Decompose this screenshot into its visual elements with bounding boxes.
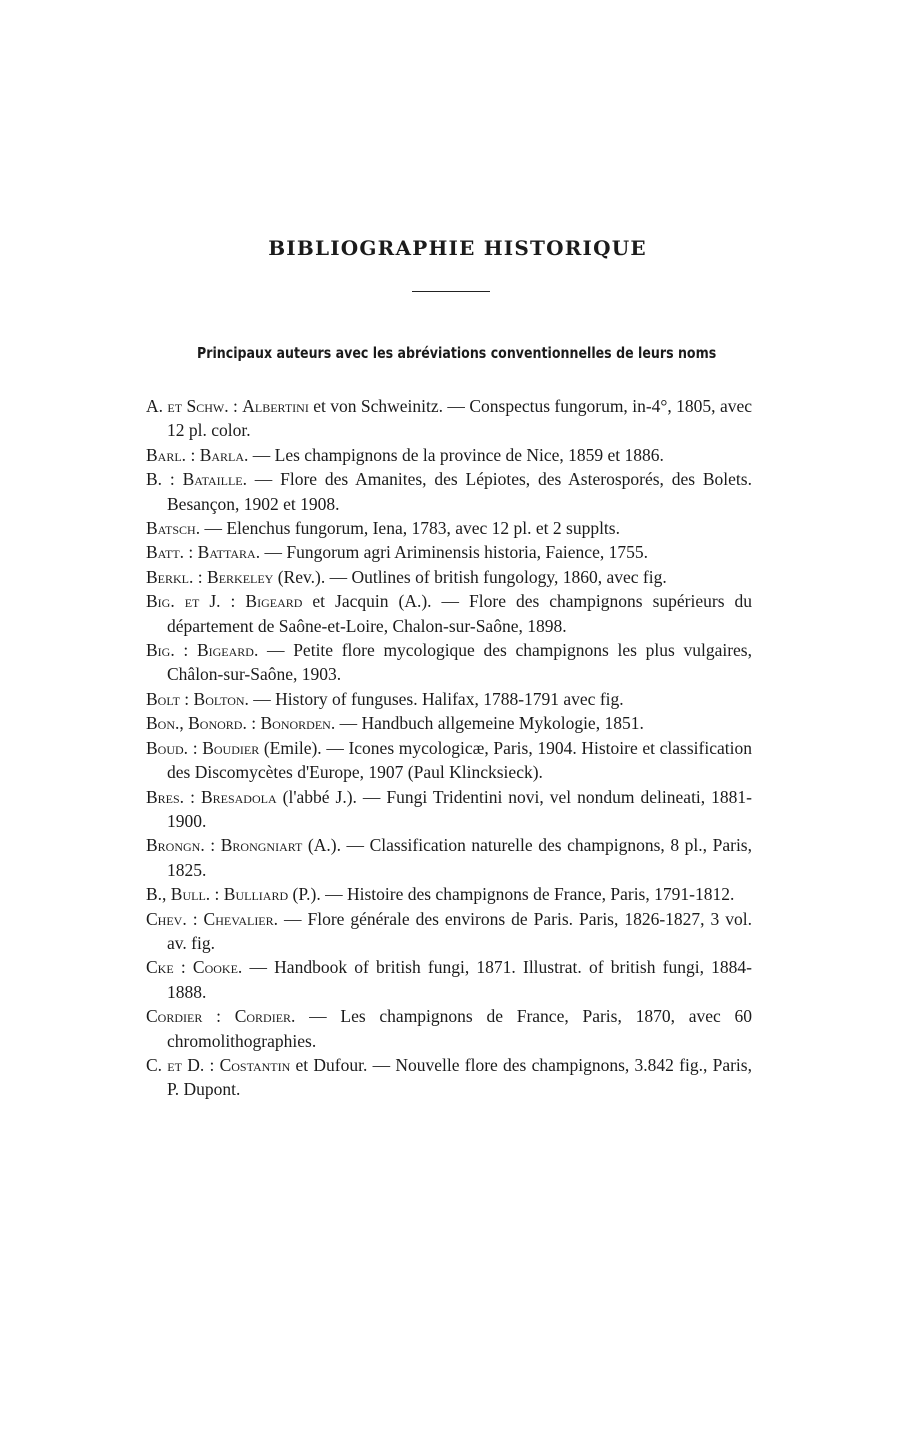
bibliography-entry <box>146 955 752 1004</box>
entry-details: . — Flore générale des environs de Paris. Paris, 1826-1827, 3 vol. av. fig. <box>167 908 752 953</box>
bibliography-entry <box>146 1004 752 1053</box>
entry-separator: : <box>220 591 246 612</box>
bibliography-list <box>146 394 752 1102</box>
entry-details: (P.). — Histoire des champignons de France, Paris, 1791-1812. <box>288 884 735 905</box>
entry-author-name: Chevalier <box>203 908 274 929</box>
entry-separator: : <box>193 566 208 587</box>
entry-abbreviation: Brongn. <box>146 835 205 856</box>
bibliography-entry <box>146 565 752 589</box>
entry-separator: : <box>179 688 194 709</box>
entry-abbreviation: Chev. <box>146 908 187 929</box>
bibliography-entry <box>146 736 752 785</box>
entry-author-name: Brongniart <box>220 835 303 856</box>
entry-abbreviation: B., Bull. <box>146 884 211 905</box>
entry-abbreviation: Batt. <box>146 542 185 563</box>
entry-separator: : <box>186 908 204 929</box>
entry-separator: : <box>246 713 261 734</box>
bibliography-entry <box>146 540 752 564</box>
entry-author-name: Cordier <box>234 1006 292 1027</box>
entry-details: . — Petite flore mycologique des champignons les plus vulgaires, Châlon-sur-Saône, 1903. <box>167 640 752 685</box>
entry-author-name: Battara <box>197 542 256 563</box>
entry-details: (l'abbé J.). — Fungi Tridentini novi, vel nondum delineati, 1881-1900. <box>167 786 752 831</box>
entry-author-name: Bresadola <box>200 786 277 807</box>
entry-separator: : <box>188 737 203 758</box>
entry-author-name: Boudier <box>202 737 260 758</box>
page-subtitle: Principaux auteurs avec les abréviations conventionnelles de leurs noms <box>197 344 717 362</box>
entry-separator: : <box>173 957 193 978</box>
entry-details: . — Fungorum agri Ariminensis historia, Faience, 1755. <box>255 542 648 563</box>
bibliography-entry <box>146 638 752 687</box>
bibliography-entry <box>146 516 752 540</box>
entry-author-name: Berkeley <box>207 566 274 587</box>
bibliography-entry <box>146 907 752 956</box>
entry-abbreviation: B. <box>146 469 163 490</box>
entry-separator: : <box>186 444 200 465</box>
entry-abbreviation: Big. et J. <box>146 591 221 612</box>
entry-details: . — Elenchus fungorum, Iena, 1783, avec 12 pl. et 2 supplts. <box>195 518 620 539</box>
bibliography-entry <box>146 1053 752 1102</box>
entry-author-name: Bonorden <box>260 713 331 734</box>
bibliography-entry <box>146 687 752 711</box>
entry-details: et von Schweinitz. — Conspectus fungorum, in-4°, 1805, avec 12 pl. color. <box>167 396 752 441</box>
entry-author-name: Bulliard <box>223 884 289 905</box>
entry-abbreviation: Cordier <box>146 1006 203 1027</box>
entry-abbreviation: Boud. <box>146 737 189 758</box>
entry-author-name: Bigeard <box>245 591 303 612</box>
entry-details: (A.). — Classification naturelle des champignons, 8 pl., Paris, 1825. <box>167 835 752 880</box>
entry-author-name: Bigeard <box>196 640 254 661</box>
bibliography-entry <box>146 711 752 735</box>
entry-author-name: Bataille <box>182 469 243 490</box>
entry-abbreviation: Cke <box>146 957 174 978</box>
entry-separator: : <box>228 396 243 416</box>
entry-separator: : <box>204 1054 220 1075</box>
bibliography-entry <box>146 589 752 638</box>
entry-details: . — Handbook of british fungi, 1871. Illustrat. of british fungi, 1884-1888. <box>167 957 752 1002</box>
entry-separator: : <box>174 640 197 661</box>
entry-details: et Jacquin (A.). — Flore des champignons supérieurs du département de Saône-et-Loire, Chalon-sur-Saône, 1898. <box>167 591 752 636</box>
entry-abbreviation: A. et Schw. <box>146 396 229 416</box>
entry-abbreviation: Bon., Bonord. <box>146 713 247 734</box>
entry-author-name: Albertini <box>242 396 309 416</box>
entry-details: . — Flore des Amanites, des Lépiotes, des Asterosporés, des Bolets. Besançon, 1902 et 1908. <box>167 469 752 514</box>
entry-details: . — Handbuch allgemeine Mykologie, 1851. <box>330 713 644 734</box>
entry-separator: : <box>202 1006 235 1027</box>
entry-separator: : <box>210 884 224 905</box>
entry-abbreviation: Batsch <box>146 518 196 539</box>
entry-details: . — History of funguses. Halifax, 1788-1791 avec fig. <box>244 688 624 709</box>
entry-abbreviation: Berkl. <box>146 566 194 587</box>
entry-abbreviation: Bres. <box>146 786 185 807</box>
entry-abbreviation: Barl. <box>146 444 187 465</box>
entry-separator: : <box>162 469 183 490</box>
entry-separator: : <box>184 542 198 563</box>
entry-abbreviation: C. et D. <box>146 1054 205 1075</box>
bibliography-entry <box>146 785 752 834</box>
entry-author-name: Costantin <box>219 1054 291 1075</box>
entry-details: . — Les champignons de France, Paris, 1870, avec 60 chromolithographies. <box>167 1006 752 1051</box>
entry-author-name: Barla <box>199 444 245 465</box>
entry-details: et Dufour. — Nouvelle flore des champignons, 3.842 fig., Paris, P. Dupont. <box>167 1054 752 1100</box>
bibliography-entry <box>146 833 752 882</box>
entry-separator: : <box>204 835 221 856</box>
entry-details: . — Les champignons de la province de Nice, 1859 et 1886. <box>244 444 664 465</box>
bibliography-entry <box>146 394 752 443</box>
bibliography-entry <box>146 882 752 906</box>
entry-details: (Rev.). — Outlines of british fungology, 1860, avec fig. <box>273 566 667 587</box>
entry-author-name: Cooke <box>192 957 238 978</box>
title-divider <box>412 291 490 292</box>
entry-abbreviation: Big. <box>146 640 175 661</box>
bibliography-entry <box>146 443 752 467</box>
entry-author-name: Bolton <box>193 688 245 709</box>
entry-details: (Emile). — Icones mycologicæ, Paris, 1904. Histoire et classification des Discomycètes d'Europe, 1907 (Paul Klincksieck). <box>167 737 752 783</box>
entry-separator: : <box>184 786 201 807</box>
page-title: BIBLIOGRAPHIE HISTORIQUE <box>268 236 647 260</box>
entry-abbreviation: Bolt <box>146 688 180 709</box>
bibliography-entry <box>146 467 752 516</box>
